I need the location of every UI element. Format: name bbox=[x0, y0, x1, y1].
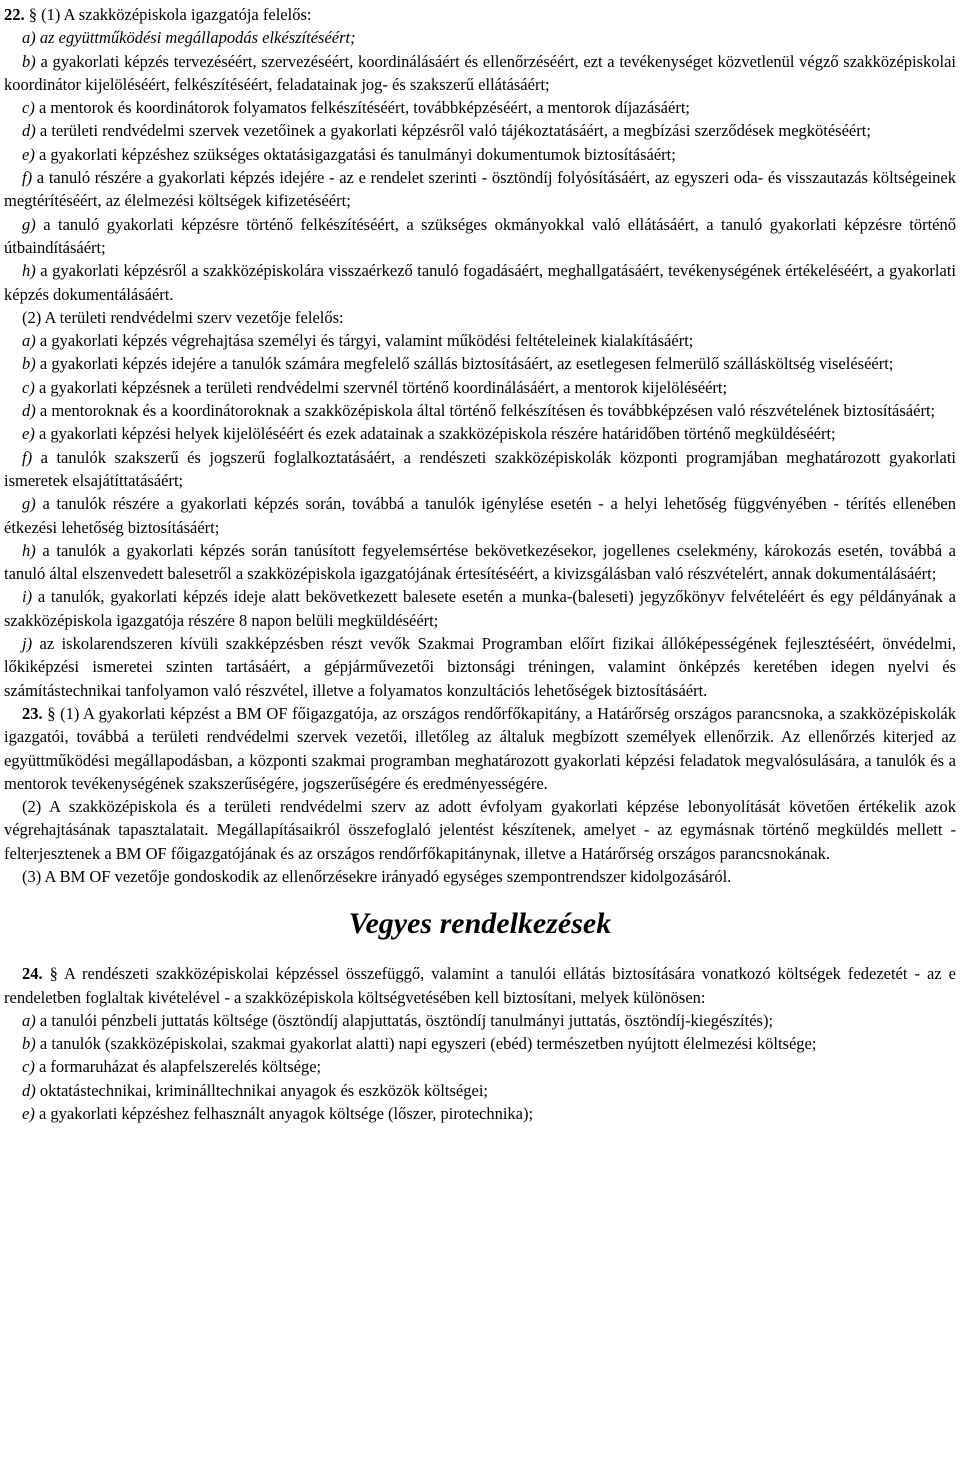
item-letter: d) bbox=[22, 401, 36, 421]
item-letter: a) bbox=[22, 28, 36, 48]
list-item bbox=[4, 119, 956, 142]
section-23-paragraph-2: (2) A szakközépiskola és a területi rendvédelmi szerv az adott évfolyam gyakorlati képzése lebonyolítását követően értékelik azok végrehajtásának tapasztalatait. Megállapításaikról összefoglaló jelentést készítenek, amelyet - az egymásnak történő megküldés mellett - felterjesztenek a BM OF főigazgatójának és az országos rendőrfőkapitánynak, illetve a Határőrség országos parancsnokának. bbox=[4, 797, 956, 863]
item-letter: d) bbox=[22, 121, 36, 141]
list-item bbox=[4, 446, 956, 493]
section-22-paragraph-1 bbox=[4, 3, 956, 26]
list-item bbox=[4, 1079, 956, 1102]
item-text: a mentorok és koordinátorok folyamatos felkészítéséért, továbbképzéséért, a mentorok díjazásáért; bbox=[34, 98, 690, 118]
item-letter: h) bbox=[22, 261, 36, 281]
paragraph-text: § A rendészeti szakközépiskolai képzéssel összefüggő, valamint a tanulói ellátás biztosítására vonatkozó költségek fedezetét - az e rendeletben foglaltak kivételével - a szakközépiskola költségvetésében kell biztosítani, melyek különösen: bbox=[4, 964, 956, 1007]
list-item bbox=[4, 96, 956, 119]
item-letter: b) bbox=[22, 1034, 36, 1054]
list-item bbox=[4, 50, 956, 97]
list-item bbox=[4, 1055, 956, 1078]
item-text: a területi rendvédelmi szervek vezetőinek a gyakorlati képzésről való tájékoztatásáért, a megbízási szerződések megkötéséért; bbox=[35, 121, 871, 141]
item-text: a tanulók (szakközépiskolai, szakmai gyakorlat alatti) napi egyszeri (ebéd) természetben nyújtott élelmezési költsége; bbox=[35, 1034, 817, 1054]
item-text: a tanulók a gyakorlati képzés során tanúsított fegyelemsértése bekövetkezésekor, jogellenes cselekmény, károkozás esetén, továbbá a tanuló által elszenvedett balesetről a szakközépiskola igazgatójának értesítéséért, a kivizsgálásban való részvételért, annak dokumentálásáért; bbox=[4, 540, 956, 584]
section-23-paragraph-1 bbox=[4, 702, 956, 795]
list-item bbox=[4, 492, 956, 539]
item-text: a gyakorlati képzés tervezéséért, szervezéséért, koordinálásáért és ellenőrzéséért, ezt a tevékenységet közvetlenül végző szakközépiskolai koordinátor kijelöléséért, felkészítéséért, feladatainak jog- és szakszerű ellátásáért; bbox=[4, 51, 956, 94]
item-text: oktatástechnikai, kriminálltechnikai anyagok és eszközök költségei; bbox=[35, 1080, 488, 1100]
item-letter: i) bbox=[22, 587, 33, 607]
item-text: az iskolarendszeren kívüli szakképzésben részt vevők Szakmai Programban előírt fizikai állóképességének fejlesztéséért, önvédelmi, lőkiképzési ismeretei szinten tartásáért, a gépjárművezetői biztonsági tréningen, valamint önképzés keretében idegen nyelvi és számítástechnikai tanfolyamon való részvétel, illetve a folyamatos konzultációs lehetőségek biztosításáért. bbox=[4, 634, 956, 700]
item-text: a tanulók, gyakorlati képzés ideje alatt bekövetkezett balesete esetén a munka-(baleseti) jegyzőkönyv felvételéért és egy példányának a szakközépiskola igazgatója részére 8 napon belüli megküldéséért; bbox=[4, 587, 956, 630]
list-item bbox=[4, 585, 956, 632]
item-letter: f) bbox=[22, 447, 33, 467]
list-item bbox=[4, 259, 956, 306]
item-letter: c) bbox=[22, 377, 35, 397]
list-item bbox=[4, 399, 956, 422]
item-text: a gyakorlati képzéshez szükséges oktatásigazgatási és tanulmányi dokumentumok biztosításáért; bbox=[34, 144, 676, 164]
item-text: a formaruházat és alapfelszerelés költsége; bbox=[34, 1057, 322, 1077]
list-item bbox=[4, 1032, 956, 1055]
section-heading: Vegyes rendelkezések bbox=[348, 907, 612, 941]
item-letter: b) bbox=[22, 354, 36, 374]
item-text: a tanulók szakszerű és jogszerű foglalkoztatásáért, a rendészeti szakközépiskolák központi programjában meghatározott gyakorlati ismeretek elsajátíttatásáért; bbox=[4, 447, 956, 490]
list-item bbox=[4, 352, 956, 375]
item-letter: h) bbox=[22, 540, 36, 560]
list-item bbox=[4, 1009, 956, 1032]
item-letter: b) bbox=[22, 51, 36, 71]
list-item bbox=[4, 143, 956, 166]
list-item bbox=[4, 376, 956, 399]
item-letter: e) bbox=[22, 1104, 35, 1124]
item-text: az együttműködési megállapodás elkészítéséért; bbox=[35, 28, 356, 48]
list-item bbox=[4, 329, 956, 352]
item-text: a mentoroknak és a koordinátoroknak a szakközépiskola által történő felkészítésen és továbbképzésen való részvételének biztosításáért; bbox=[35, 401, 936, 421]
item-text: a gyakorlati képzésről a szakközépiskolára visszaérkező tanuló fogadásáért, meghallgatásáért, tevékenységének értékeléséért, a gyakorlati képzés dokumentálásáért. bbox=[4, 261, 956, 304]
item-letter: a) bbox=[22, 331, 36, 351]
item-text: a gyakorlati képzésnek a területi rendvédelmi szervnél történő koordinálásáért, a mentorok kijelöléséért; bbox=[34, 377, 728, 397]
paragraph-text: § (1) A szakközépiskola igazgatója felelős: bbox=[28, 5, 312, 24]
item-letter: e) bbox=[22, 144, 35, 164]
list-item bbox=[4, 1102, 956, 1125]
paragraph-text: § (1) A gyakorlati képzést a BM OF főigazgatója, az országos rendőrfőkapitány, a Határőrség országos parancsnoka, a szakközépiskolák igazgatói, továbbá a területi rendvédelmi szervek vezetői, illetőleg az általuk megbízott személyek ellenőrzik. Az ellenőrzés kiterjed az együttműködési megállapodásban, a központi szakmai programban meghatározott gyakorlati képzési feladatok megvalósulására, a tanulók és a mentorok tevékenységének szakszerűségére, jogszerűségére és eredményességére. bbox=[4, 703, 956, 793]
item-text: a gyakorlati képzés végrehajtása személyi és tárgyi, valamint működési feltételeinek kialakításáért; bbox=[35, 331, 694, 351]
list-item bbox=[4, 166, 956, 213]
item-letter: g) bbox=[22, 214, 36, 234]
item-text: a gyakorlati képzés idejére a tanulók számára megfelelő szállás biztosításáért, az esetlegesen felmerülő szállásköltség viseléséért; bbox=[35, 354, 894, 374]
item-text: a tanulói pénzbeli juttatás költsége (ösztöndíj alapjuttatás, ösztöndíj tanulmányi juttatás, ösztöndíj-kiegészítés); bbox=[35, 1010, 774, 1030]
item-text: a tanuló gyakorlati képzésre történő felkészítéséért, a szükséges okmányokkal való ellátásáért, a tanuló gyakorlati képzésre történő útbaindításáért; bbox=[4, 214, 956, 257]
list-item bbox=[4, 632, 956, 702]
list-item bbox=[4, 422, 956, 445]
item-letter: c) bbox=[22, 1057, 35, 1077]
item-text: a gyakorlati képzéshez felhasznált anyagok költsége (lőszer, pirotechnika); bbox=[34, 1104, 534, 1124]
section-number: 23. bbox=[22, 703, 43, 723]
list-item bbox=[4, 26, 956, 49]
section-number: 22. bbox=[4, 5, 25, 24]
item-letter: c) bbox=[22, 98, 35, 118]
item-text: a gyakorlati képzési helyek kijelöléséért és ezek adatainak a szakközépiskola részére határidőben történő megküldéséért; bbox=[34, 424, 836, 444]
section-23-paragraph-3: (3) A BM OF vezetője gondoskodik az ellenőrzésekre irányadó egységes szempontrendszer kidolgozásáról. bbox=[22, 866, 732, 886]
section-number: 24. bbox=[22, 964, 43, 984]
item-text: a tanulók részére a gyakorlati képzés során, továbbá a tanulók igénylése esetén - a helyi lehetőség függvényében - térítés ellenében étkezési lehetőség biztosításáért; bbox=[4, 494, 956, 537]
item-letter: a) bbox=[22, 1010, 36, 1030]
item-letter: f) bbox=[22, 168, 33, 188]
item-text: a tanuló részére a gyakorlati képzés idejére - az e rendelet szerinti - ösztöndíj folyósításáért, az egyszeri oda- és visszautazás költségeinek megtérítéséért, az élelmezési költségek kifizetéséért; bbox=[4, 168, 956, 211]
item-letter: d) bbox=[22, 1080, 36, 1100]
list-item bbox=[4, 213, 956, 260]
item-letter: j) bbox=[22, 634, 33, 654]
section-24-paragraph-1 bbox=[4, 962, 956, 1009]
section-22-paragraph-2: (2) A területi rendvédelmi szerv vezetője felelős: bbox=[22, 307, 344, 327]
list-item bbox=[4, 539, 956, 586]
item-letter: e) bbox=[22, 424, 35, 444]
item-letter: g) bbox=[22, 494, 36, 514]
